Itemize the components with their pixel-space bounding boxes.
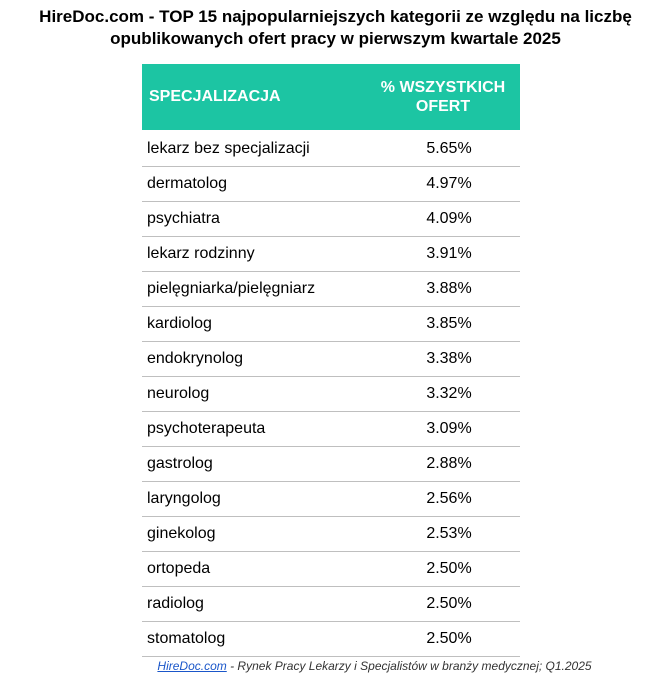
row-percent: 2.50% [426, 560, 472, 577]
row-specialization: lekarz rodzinny [147, 245, 255, 262]
row-percent: 2.88% [426, 455, 472, 472]
row-specialization: dermatolog [147, 175, 228, 192]
table-row [142, 342, 520, 377]
table-row [142, 132, 520, 167]
source-link[interactable]: HireDoc.com [157, 659, 227, 673]
row-specialization: lekarz bez specjalizacji [147, 140, 310, 157]
table-row [142, 307, 520, 342]
row-specialization: neurolog [147, 385, 210, 402]
row-percent: 2.50% [426, 630, 472, 647]
row-percent: 2.53% [426, 525, 472, 542]
row-specialization: ginekolog [147, 525, 216, 542]
row-specialization: endokrynolog [147, 350, 244, 367]
table-row [142, 447, 520, 482]
table-header [142, 64, 520, 130]
header-percent [360, 64, 520, 130]
table-row [142, 272, 520, 307]
table-row [142, 517, 520, 552]
row-percent: 2.50% [426, 595, 472, 612]
row-percent: 3.91% [426, 245, 472, 262]
row-percent: 3.38% [426, 350, 472, 367]
row-specialization: radiolog [147, 595, 204, 612]
header-percent-line-2: OFERT [415, 98, 471, 115]
table-row [142, 552, 520, 587]
source-text: - Rynek Pracy Lekarzy i Specjalistów w branży medycznej; Q1.2025 [226, 659, 592, 673]
table-body [142, 130, 520, 657]
title-line-2: opublikowanych ofert pracy w pierwszym kwartale 2025 [110, 29, 561, 48]
source-footer [0, 659, 671, 673]
row-percent: 3.09% [426, 420, 472, 437]
row-percent: 3.32% [426, 385, 472, 402]
row-percent: 5.65% [426, 140, 472, 157]
row-specialization: gastrolog [147, 455, 213, 472]
table-row [142, 202, 520, 237]
row-percent: 4.97% [426, 175, 472, 192]
row-specialization: kardiolog [147, 315, 212, 332]
ranking-table [142, 64, 520, 657]
page-title [0, 6, 671, 50]
row-specialization: pielęgniarka/pielęgniarz [147, 280, 316, 297]
header-specialization: SPECJALIZACJA [149, 88, 281, 105]
row-specialization: psychiatra [147, 210, 220, 227]
row-specialization: psychoterapeuta [147, 420, 266, 437]
row-percent: 3.85% [426, 315, 472, 332]
table-row [142, 412, 520, 447]
header-percent-line-1: % WSZYSTKICH [380, 79, 506, 96]
table-row [142, 587, 520, 622]
title-line-1: HireDoc.com - TOP 15 najpopularniejszych kategorii ze względu na liczbę [39, 7, 632, 26]
row-specialization: laryngolog [147, 490, 221, 507]
table-row [142, 167, 520, 202]
table-row [142, 622, 520, 657]
row-specialization: stomatolog [147, 630, 226, 647]
row-percent: 4.09% [426, 210, 472, 227]
table-row [142, 237, 520, 272]
row-percent: 3.88% [426, 280, 472, 297]
table-row [142, 377, 520, 412]
row-specialization: ortopeda [147, 560, 211, 577]
table-row [142, 482, 520, 517]
row-percent: 2.56% [426, 490, 472, 507]
